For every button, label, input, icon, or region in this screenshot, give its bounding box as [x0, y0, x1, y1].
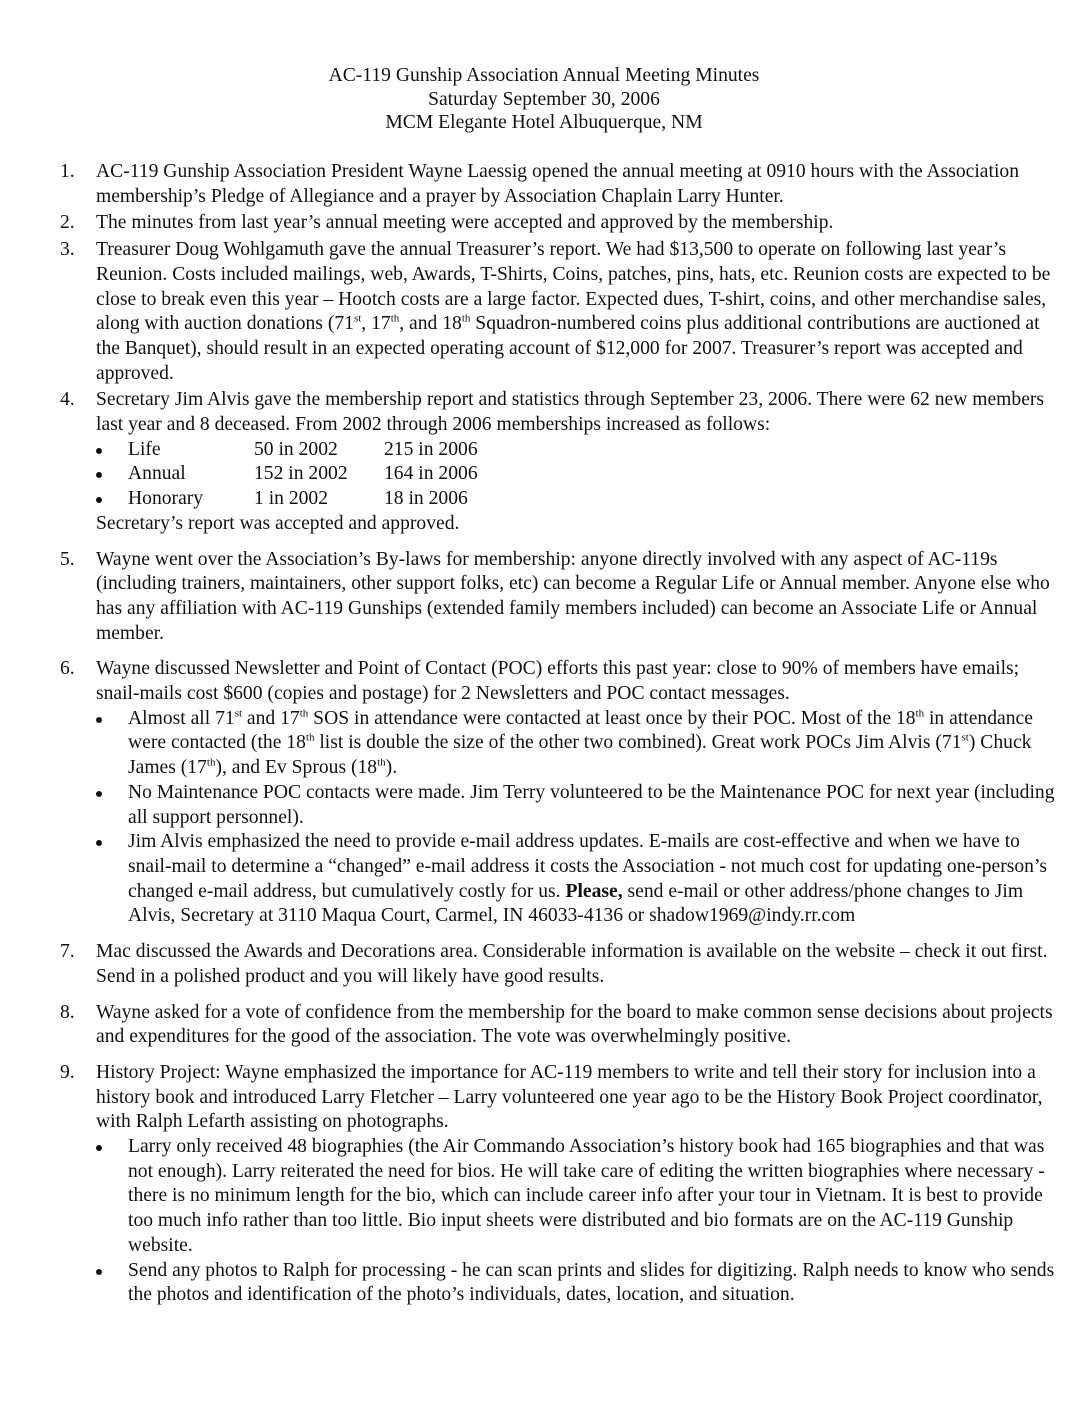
- membership-stat-honorary: [96, 487, 1060, 512]
- minutes-item-2: [60, 211, 1060, 236]
- item-number: 1.: [60, 161, 75, 182]
- count-2006: 18 in 2006: [384, 488, 468, 510]
- document-header: [0, 64, 1088, 135]
- count-2002: 1 in 2002: [254, 488, 329, 510]
- minutes-item-8: [60, 1001, 1060, 1050]
- bullet-icon: [96, 497, 102, 503]
- item-number: 7.: [60, 941, 75, 963]
- item-text: Secretary Jim Alvis gave the membership report and statistics through September 23, 2006. There were 62 new members last year and 8 deceased. From 2002 through 2006 memberships increased as follows:: [96, 389, 1045, 436]
- minutes-list: [60, 160, 1060, 1308]
- membership-stat-life: [96, 438, 1060, 463]
- bullet-icon: [96, 1145, 102, 1151]
- poc-bullet-1: [96, 707, 1060, 781]
- bullet-text: Almost all 71st and 17th SOS in attendance were contacted at least once by their POC. Most of the 18th in attendance were contacted (the 18th list is double the size of the other two combined). Great work POCs Jim Alvis (71st) Chuck James (17th), and Ev Sprous (18th).: [128, 707, 1033, 779]
- count-2006: 215 in 2006: [384, 438, 478, 460]
- count-2006: 164 in 2006: [384, 463, 478, 485]
- membership-type: Annual: [128, 463, 186, 485]
- minutes-item-4: [60, 388, 1060, 536]
- bullet-text: Larry only received 48 biographies (the Air Commando Association’s history book had 165 biographies and that was not enough). Larry reiterated the need for bios. He will take care of editing the written biographies where necessary - there is no minimum length for the bio, which can include career info after your tour in Vietnam. It is best to provide too much info rather than too little. Bio input sheets were distributed and bio formats are on the AC-119 Gunship website.: [128, 1136, 1045, 1256]
- bullet-icon: [96, 1269, 102, 1275]
- count-2002: 50 in 2002: [254, 438, 338, 460]
- item-number: 3.: [60, 239, 75, 261]
- history-bullet-1: [96, 1135, 1060, 1259]
- bullet-icon: [96, 717, 102, 723]
- document-title: AC-119 Gunship Association Annual Meeting Minutes: [328, 65, 760, 86]
- bullet-icon: [96, 448, 102, 454]
- meeting-location: MCM Elegante Hotel Albuquerque, NM: [385, 112, 703, 133]
- bullet-text: Send any photos to Ralph for processing - he can scan prints and slides for digitizing. Ralph needs to know who sends the photos and identification of the photo’s individuals, dates, location, and situation.: [128, 1259, 1055, 1306]
- item-text: Wayne asked for a vote of confidence from the membership for the board to make common sense decisions about projects and expenditures for the good of the association. The vote was overwhelmingly positive.: [96, 1001, 1053, 1048]
- bullet-icon: [96, 472, 102, 478]
- minutes-item-5: [60, 548, 1060, 647]
- item-text: Treasurer Doug Wohlgamuth gave the annual Treasurer’s report. We had $13,500 to operate on following last year’s Reunion. Costs included mailings, web, Awards, T-Shirts, Coins, patches, pins, hats, etc. Reunion costs are expected to be close to break even this year – Hootch costs are a large factor. Expected dues, T-shirt, coins, and other merchandise sales, along with auction donations (71st, 17th, and 18th Squadron-numbered coins plus additional contributions are auctioned at the Banquet), should result in an expected operating account of $12,000 for 2007. Treasurer’s report was accepted and approved.: [96, 239, 1051, 384]
- membership-stat-annual: [96, 462, 1060, 487]
- item-text: AC-119 Gunship Association President Wayne Laessig opened the annual meeting at 0910 hours with the Association membership’s Pledge of Allegiance and a prayer by Association Chaplain Larry Hunter.: [96, 161, 1019, 207]
- poc-bullet-2: [96, 781, 1060, 830]
- bullet-icon: [96, 791, 102, 797]
- bullet-text: Jim Alvis emphasized the need to provide e-mail address updates. E-mails are cost-effective and when we have to snail-mail to determine a “changed” e-mail address it costs the Association - not much cost for updating one-person’s changed e-mail address, but cumulatively costly for us. Please, send e-mail or other address/phone changes to Jim Alvis, Secretary at 3110 Maqua Court, Carmel, IN 46033-4136 or shadow1969@indy.rr.com: [128, 831, 1048, 927]
- minutes-item-1: [60, 160, 1060, 209]
- membership-type: Honorary: [128, 488, 204, 510]
- bullet-icon: [96, 840, 102, 846]
- item-number: 2.: [60, 212, 75, 234]
- minutes-item-6: [60, 657, 1060, 929]
- minutes-item-9: [60, 1061, 1060, 1308]
- count-2002: 152 in 2002: [254, 463, 348, 485]
- meeting-date: Saturday September 30, 2006: [428, 88, 660, 110]
- item-text: Wayne discussed Newsletter and Point of Contact (POC) efforts this past year: close to 90% of members have emails; snail-mails cost $600 (copies and postage) for 2 Newsletters and POC contact messages.: [96, 658, 1020, 705]
- minutes-item-7: [60, 940, 1060, 989]
- item-number: 4.: [60, 389, 75, 411]
- item-text: History Project: Wayne emphasized the importance for AC-119 members to write and tell their story for inclusion into a history book and introduced Larry Fletcher – Larry volunteered one year ago to be the History Book Project coordinator, with Ralph Lefarth assisting on photographs.: [96, 1061, 1043, 1133]
- poc-bullet-3: [96, 830, 1060, 929]
- item-text: Mac discussed the Awards and Decorations area. Considerable information is available on the website – check it out first. Send in a polished product and you will likely have good results.: [96, 941, 1048, 987]
- membership-type: Life: [128, 438, 161, 460]
- item-number: 6.: [60, 658, 75, 680]
- item-number: 9.: [60, 1061, 75, 1083]
- history-bullet-2: [96, 1259, 1060, 1308]
- item-number: 5.: [60, 548, 75, 570]
- item-text: The minutes from last year’s annual meeting were accepted and approved by the membership.: [96, 212, 834, 234]
- secretary-report-closing: Secretary’s report was accepted and approved.: [96, 512, 460, 534]
- item-text: Wayne went over the Association’s By-laws for membership: anyone directly involved with any aspect of AC-119s (including trainers, maintainers, other support folks, etc) can become a Regular Life or Annual member. Anyone else who has any affiliation with AC-119 Gunships (extended family members included) can become an Associate Life or Annual member.: [96, 548, 1050, 644]
- minutes-item-3: [60, 238, 1060, 386]
- item-number: 8.: [60, 1001, 75, 1023]
- bullet-text: No Maintenance POC contacts were made. Jim Terry volunteered to be the Maintenance POC for next year (including all support personnel).: [128, 781, 1055, 828]
